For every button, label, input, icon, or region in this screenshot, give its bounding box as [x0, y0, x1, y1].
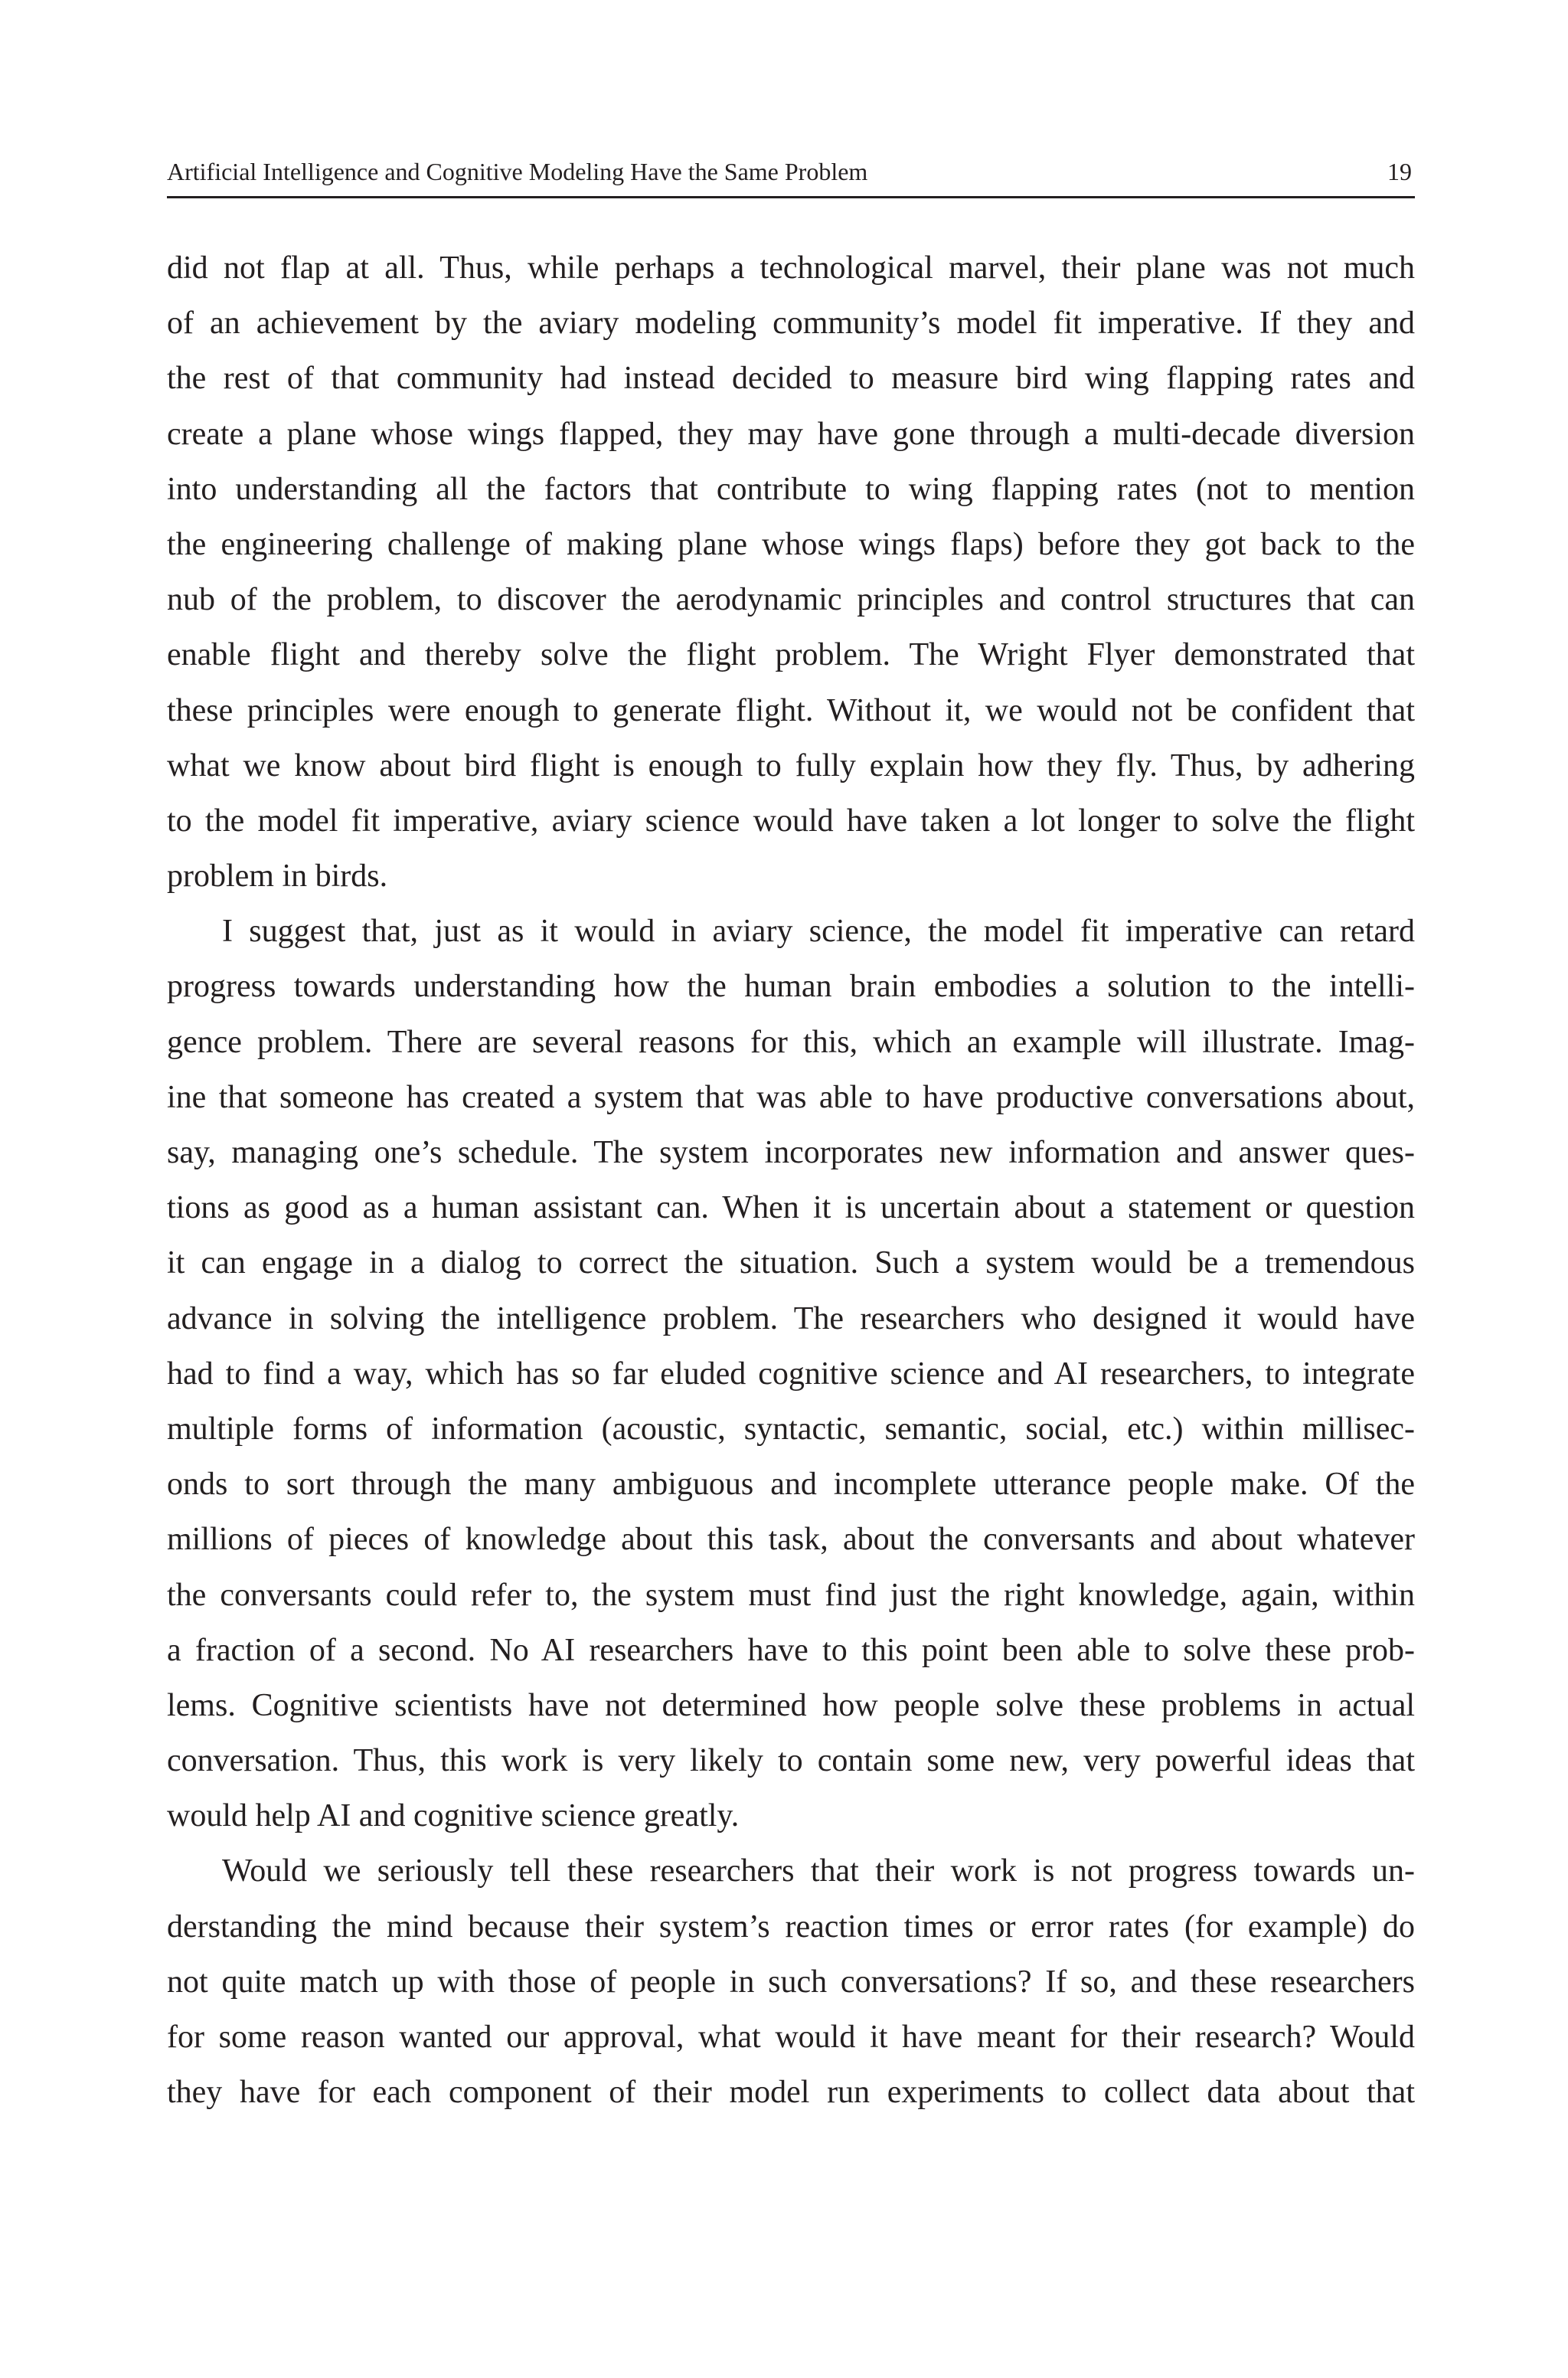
text-line: multiple forms of information (acoustic, syntactic, semantic, social, etc.) within millisec-	[167, 1411, 1415, 1447]
text-line: into understanding all the factors that contribute to wing flapping rates (not to mention	[167, 471, 1415, 507]
text-line: create a plane whose wings flapped, they may have gone through a multi-decade diversion	[167, 416, 1415, 452]
text-line: these principles were enough to generate flight. Without it, we would not be confident that	[167, 692, 1415, 728]
text-line: had to find a way, which has so far eluded cognitive science and AI researchers, to integrate	[167, 1356, 1415, 1392]
body-text	[167, 240, 1415, 2120]
text-line: advance in solving the intelligence problem. The researchers who designed it would have	[167, 1300, 1415, 1336]
text-line: conversation. Thus, this work is very likely to contain some new, very powerful ideas that	[167, 1743, 1415, 1779]
text-line: onds to sort through the many ambiguous and incomplete utterance people make. Of the	[167, 1467, 1415, 1503]
paragraph-1	[167, 240, 1415, 904]
text-line: problem in birds.	[167, 859, 388, 895]
text-line: tions as good as a human assistant can. When it is uncertain about a statement or question	[167, 1190, 1415, 1226]
text-line: they have for each component of their model run experiments to collect data about that	[167, 2075, 1415, 2111]
text-line: did not flap at all. Thus, while perhaps a technological marvel, their plane was not much	[167, 250, 1415, 286]
text-line: nub of the problem, to discover the aerodynamic principles and control structures that can	[167, 582, 1415, 618]
text-line: to the model fit imperative, aviary science would have taken a lot longer to solve the flight	[167, 803, 1415, 839]
text-line: Would we seriously tell these researchers that their work is not progress towards un-	[222, 1853, 1415, 1889]
text-line: ine that someone has created a system that was able to have productive conversations about,	[167, 1079, 1415, 1115]
text-line: lems. Cognitive scientists have not determined how people solve these problems in actual	[167, 1687, 1415, 1723]
running-title: Artificial Intelligence and Cognitive Modeling Have the Same Problem	[167, 158, 868, 185]
text-line: it can engage in a dialog to correct the situation. Such a system would be a tremendous	[167, 1245, 1415, 1281]
text-line: would help AI and cognitive science greatly.	[167, 1798, 740, 1834]
text-line: not quite match up with those of people in such conversations? If so, and these researchers	[167, 1964, 1415, 2000]
text-line: say, managing one’s schedule. The system incorporates new information and answer ques-	[167, 1135, 1415, 1170]
paragraph-3	[167, 1843, 1415, 2120]
text-line: millions of pieces of knowledge about this task, about the conversants and about whatever	[167, 1522, 1415, 1558]
text-line: the rest of that community had instead decided to measure bird wing flapping rates and	[167, 361, 1415, 397]
text-line: for some reason wanted our approval, what would it have meant for their research? Would	[167, 2020, 1415, 2055]
text-line: progress towards understanding how the human brain embodies a solution to the intelli-	[167, 969, 1415, 1005]
page-number: 19	[1387, 158, 1412, 185]
running-header	[167, 150, 1415, 198]
paragraph-2	[167, 904, 1415, 1843]
text-line: I suggest that, just as it would in aviary science, the model fit imperative can retard	[222, 914, 1415, 950]
text-line: derstanding the mind because their system’s reaction times or error rates (for example) do	[167, 1909, 1415, 1945]
text-line: gence problem. There are several reasons for this, which an example will illustrate. Imag-	[167, 1024, 1415, 1060]
text-line: enable flight and thereby solve the flight problem. The Wright Flyer demonstrated that	[167, 637, 1415, 673]
text-line: of an achievement by the aviary modeling community’s model fit imperative. If they and	[167, 306, 1415, 342]
text-line: the conversants could refer to, the system must find just the right knowledge, again, within	[167, 1577, 1415, 1613]
text-line: a fraction of a second. No AI researchers have to this point been able to solve these prob-	[167, 1632, 1415, 1668]
text-line: what we know about bird flight is enough to fully explain how they fly. Thus, by adhering	[167, 747, 1415, 783]
text-line: the engineering challenge of making plane whose wings flaps) before they got back to the	[167, 526, 1415, 562]
